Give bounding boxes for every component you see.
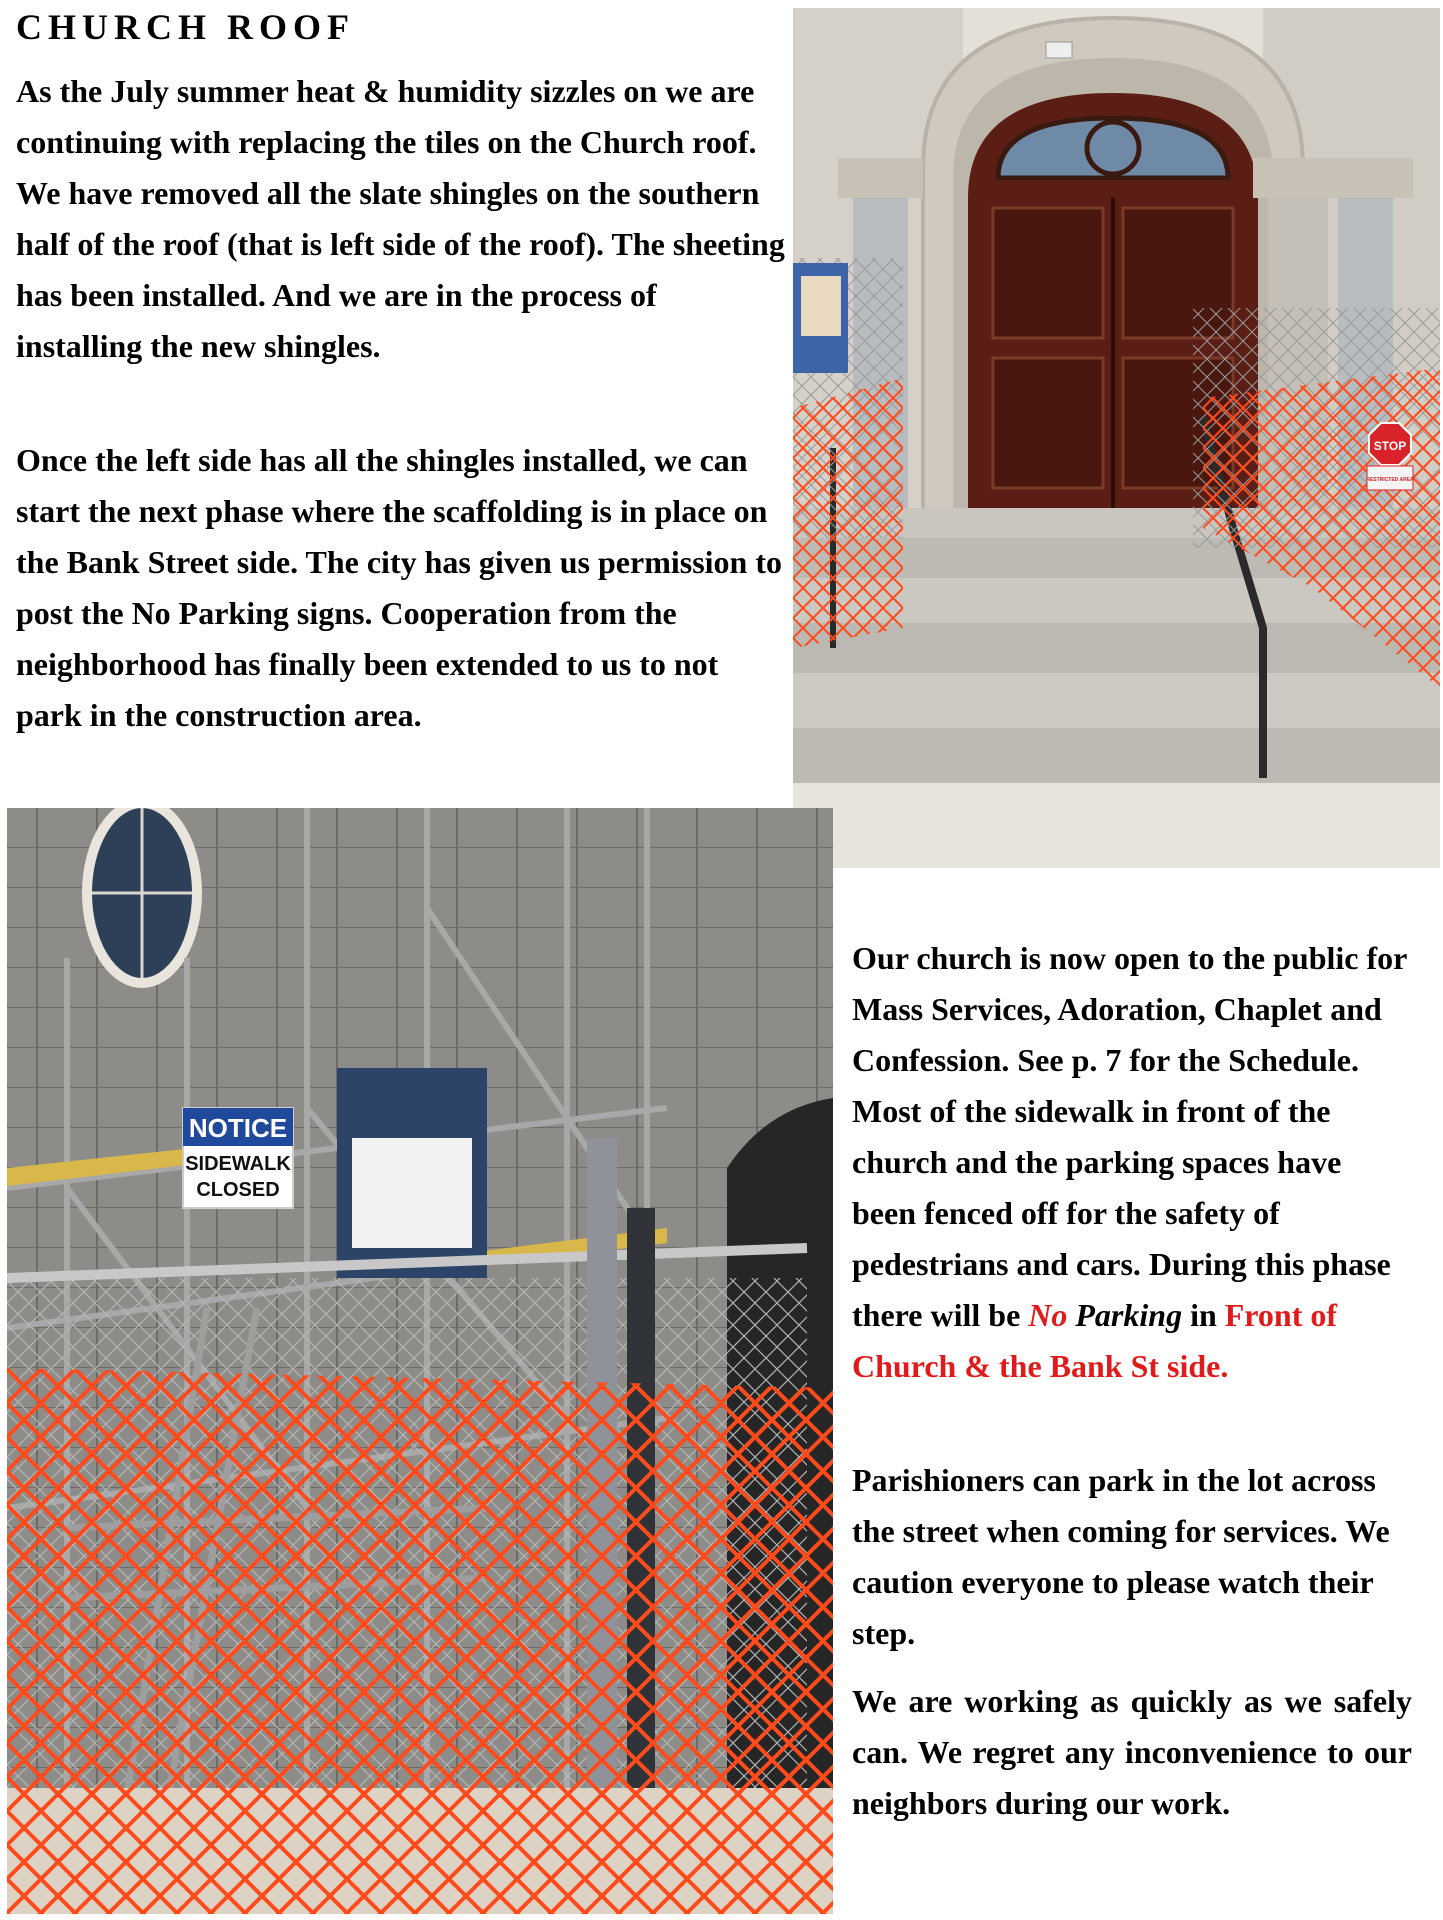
notice-sign-line1: SIDEWALK bbox=[185, 1153, 291, 1175]
paragraph-roof-progress: As the July summer heat & humidity sizzles on we are continuing with replacing the tiles on the Church roof. We have removed all the slate shingles on the southern half of the roof (that is left side of the roof). The sheeting has been installed. And we are in the process of installing the new shingles. bbox=[16, 73, 785, 364]
no-parking-location: Front of Church & the Bank St side. bbox=[852, 1297, 1338, 1384]
paragraph-apology: We are working as quickly as we safely can. We regret any inconvenience to our neighbors during our work. bbox=[852, 1683, 1412, 1821]
paragraph-parking-lot: Parishioners can park in the lot across the street when coming for services. We caution everyone to please watch their step. bbox=[852, 1462, 1390, 1651]
church-open-text: Our church is now open to the public for Mass Services, Adoration, Chaplet and Confession. See p. 7 for the Schedule. Most of the sidewalk in front of the church and the parking spaces have been fenced off for the safety of pedestrians and cars. During this phase there will be bbox=[852, 940, 1407, 1333]
stop-sign-subtext: RESTRICTED AREA bbox=[1366, 477, 1414, 483]
scaffolding-photo bbox=[7, 808, 833, 1914]
paragraph-church-open bbox=[852, 933, 1412, 1392]
no-text: No bbox=[1028, 1297, 1068, 1333]
parking-text: Parking bbox=[1075, 1297, 1183, 1333]
page-title: CHURCH ROOF bbox=[16, 7, 355, 47]
in-text: in bbox=[1182, 1297, 1225, 1333]
stop-sign-text: STOP bbox=[1373, 439, 1407, 453]
church-door-photo bbox=[793, 8, 1440, 868]
paragraph-next-phase: Once the left side has all the shingles installed, we can start the next phase where the scaffolding is in place on the Bank Street side. The city has given us permission to post the No Parking signs. Cooperation from the neighborhood has finally been extended to us to not park in the construction area. bbox=[16, 442, 782, 733]
notice-sign-title: NOTICE bbox=[188, 1113, 288, 1143]
notice-sign-line2: CLOSED bbox=[196, 1179, 280, 1201]
